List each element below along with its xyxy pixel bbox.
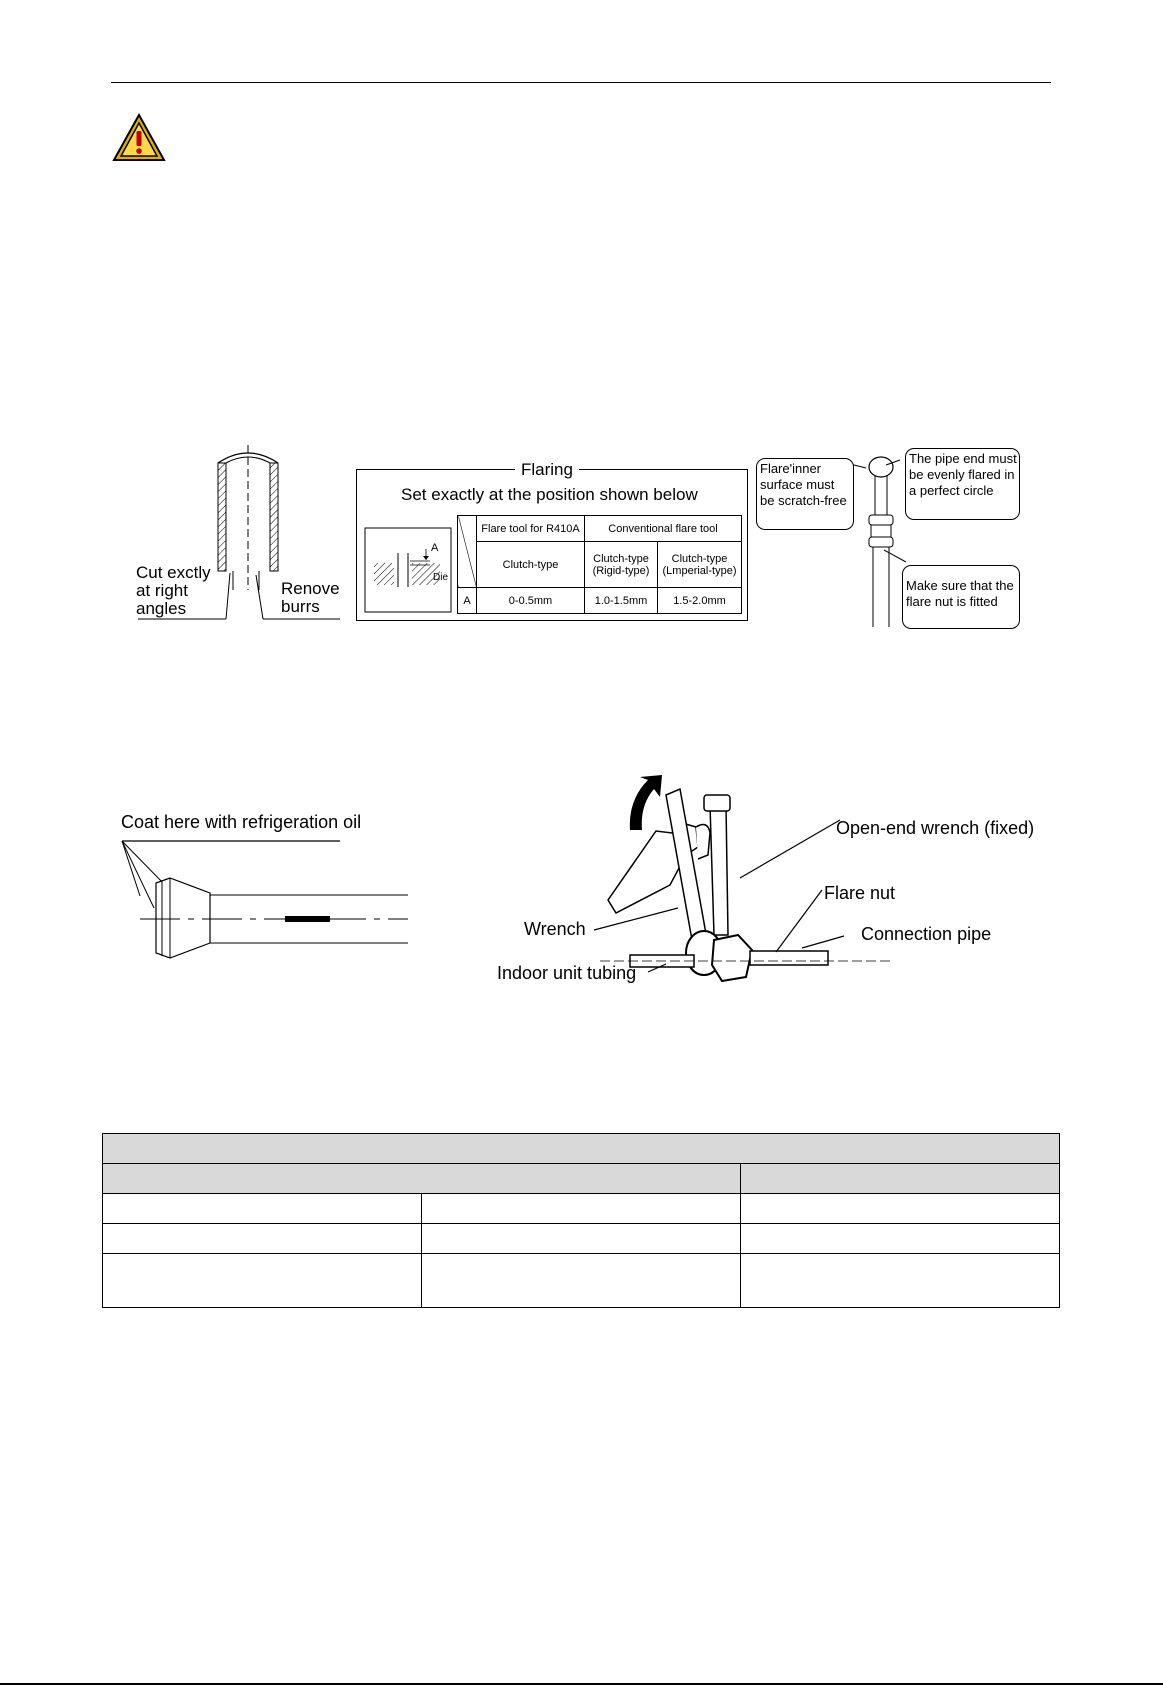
flare-nut-label: Flare nut xyxy=(824,883,896,903)
nut-fitted-callout: Make sure that the flare nut is fitted xyxy=(902,565,1020,629)
table-cell xyxy=(422,1224,741,1254)
flare-die-diagram xyxy=(364,527,452,613)
connection-pipe-label: Connection pipe xyxy=(861,924,992,944)
table-header-right xyxy=(741,1164,1060,1194)
oil-label: Coat here with refrigeration oil xyxy=(121,812,362,832)
table-corner-cell xyxy=(458,516,477,588)
flaring-title: Flaring xyxy=(515,461,579,479)
die-label-a: A xyxy=(431,542,439,554)
cut-label: Cut exctly at right angles xyxy=(136,563,211,618)
header-rule xyxy=(111,82,1051,83)
row-label-a: A xyxy=(458,588,477,614)
wrench-label: Wrench xyxy=(524,919,586,939)
evenly-flared-callout: The pipe end must be evenly flared in a perfect circle xyxy=(905,448,1020,520)
flare-tool-table xyxy=(457,515,742,614)
value-clutch: 0-0.5mm xyxy=(477,588,585,614)
value-imperial: 1.5-2.0mm xyxy=(658,588,742,614)
table-cell xyxy=(422,1254,741,1308)
table-cell xyxy=(741,1224,1060,1254)
torque-table xyxy=(102,1133,1060,1308)
value-rigid: 1.0-1.5mm xyxy=(585,588,658,614)
table-header-left xyxy=(103,1164,741,1194)
table-cell xyxy=(741,1254,1060,1308)
table-title-cell xyxy=(103,1134,1060,1164)
burr-label: Renove burrs xyxy=(281,579,340,616)
open-end-wrench-label: Open-end wrench (fixed) xyxy=(836,818,1035,838)
header-r410a: Flare tool for R410A xyxy=(477,516,585,542)
table-cell xyxy=(103,1254,422,1308)
sub-rigid: Clutch-type (Rigid-type) xyxy=(585,542,658,588)
warning-triangle-icon xyxy=(112,113,166,163)
flaring-subtitle: Set exactly at the position shown below xyxy=(401,485,698,504)
die-label-die: Die xyxy=(433,572,449,583)
indoor-tubing-label: Indoor unit tubing xyxy=(497,963,637,983)
sub-clutch: Clutch-type xyxy=(477,542,585,588)
sub-imperial: Clutch-type (Lmperial-type) xyxy=(658,542,742,588)
table-cell xyxy=(103,1194,422,1224)
oil-coating-figure xyxy=(120,838,410,968)
inner-surface-callout: Flare'inner surface must be scratch-free xyxy=(756,458,854,530)
table-cell xyxy=(422,1194,741,1224)
header-conventional: Conventional flare tool xyxy=(585,516,742,542)
table-cell xyxy=(741,1194,1060,1224)
table-cell xyxy=(103,1224,422,1254)
